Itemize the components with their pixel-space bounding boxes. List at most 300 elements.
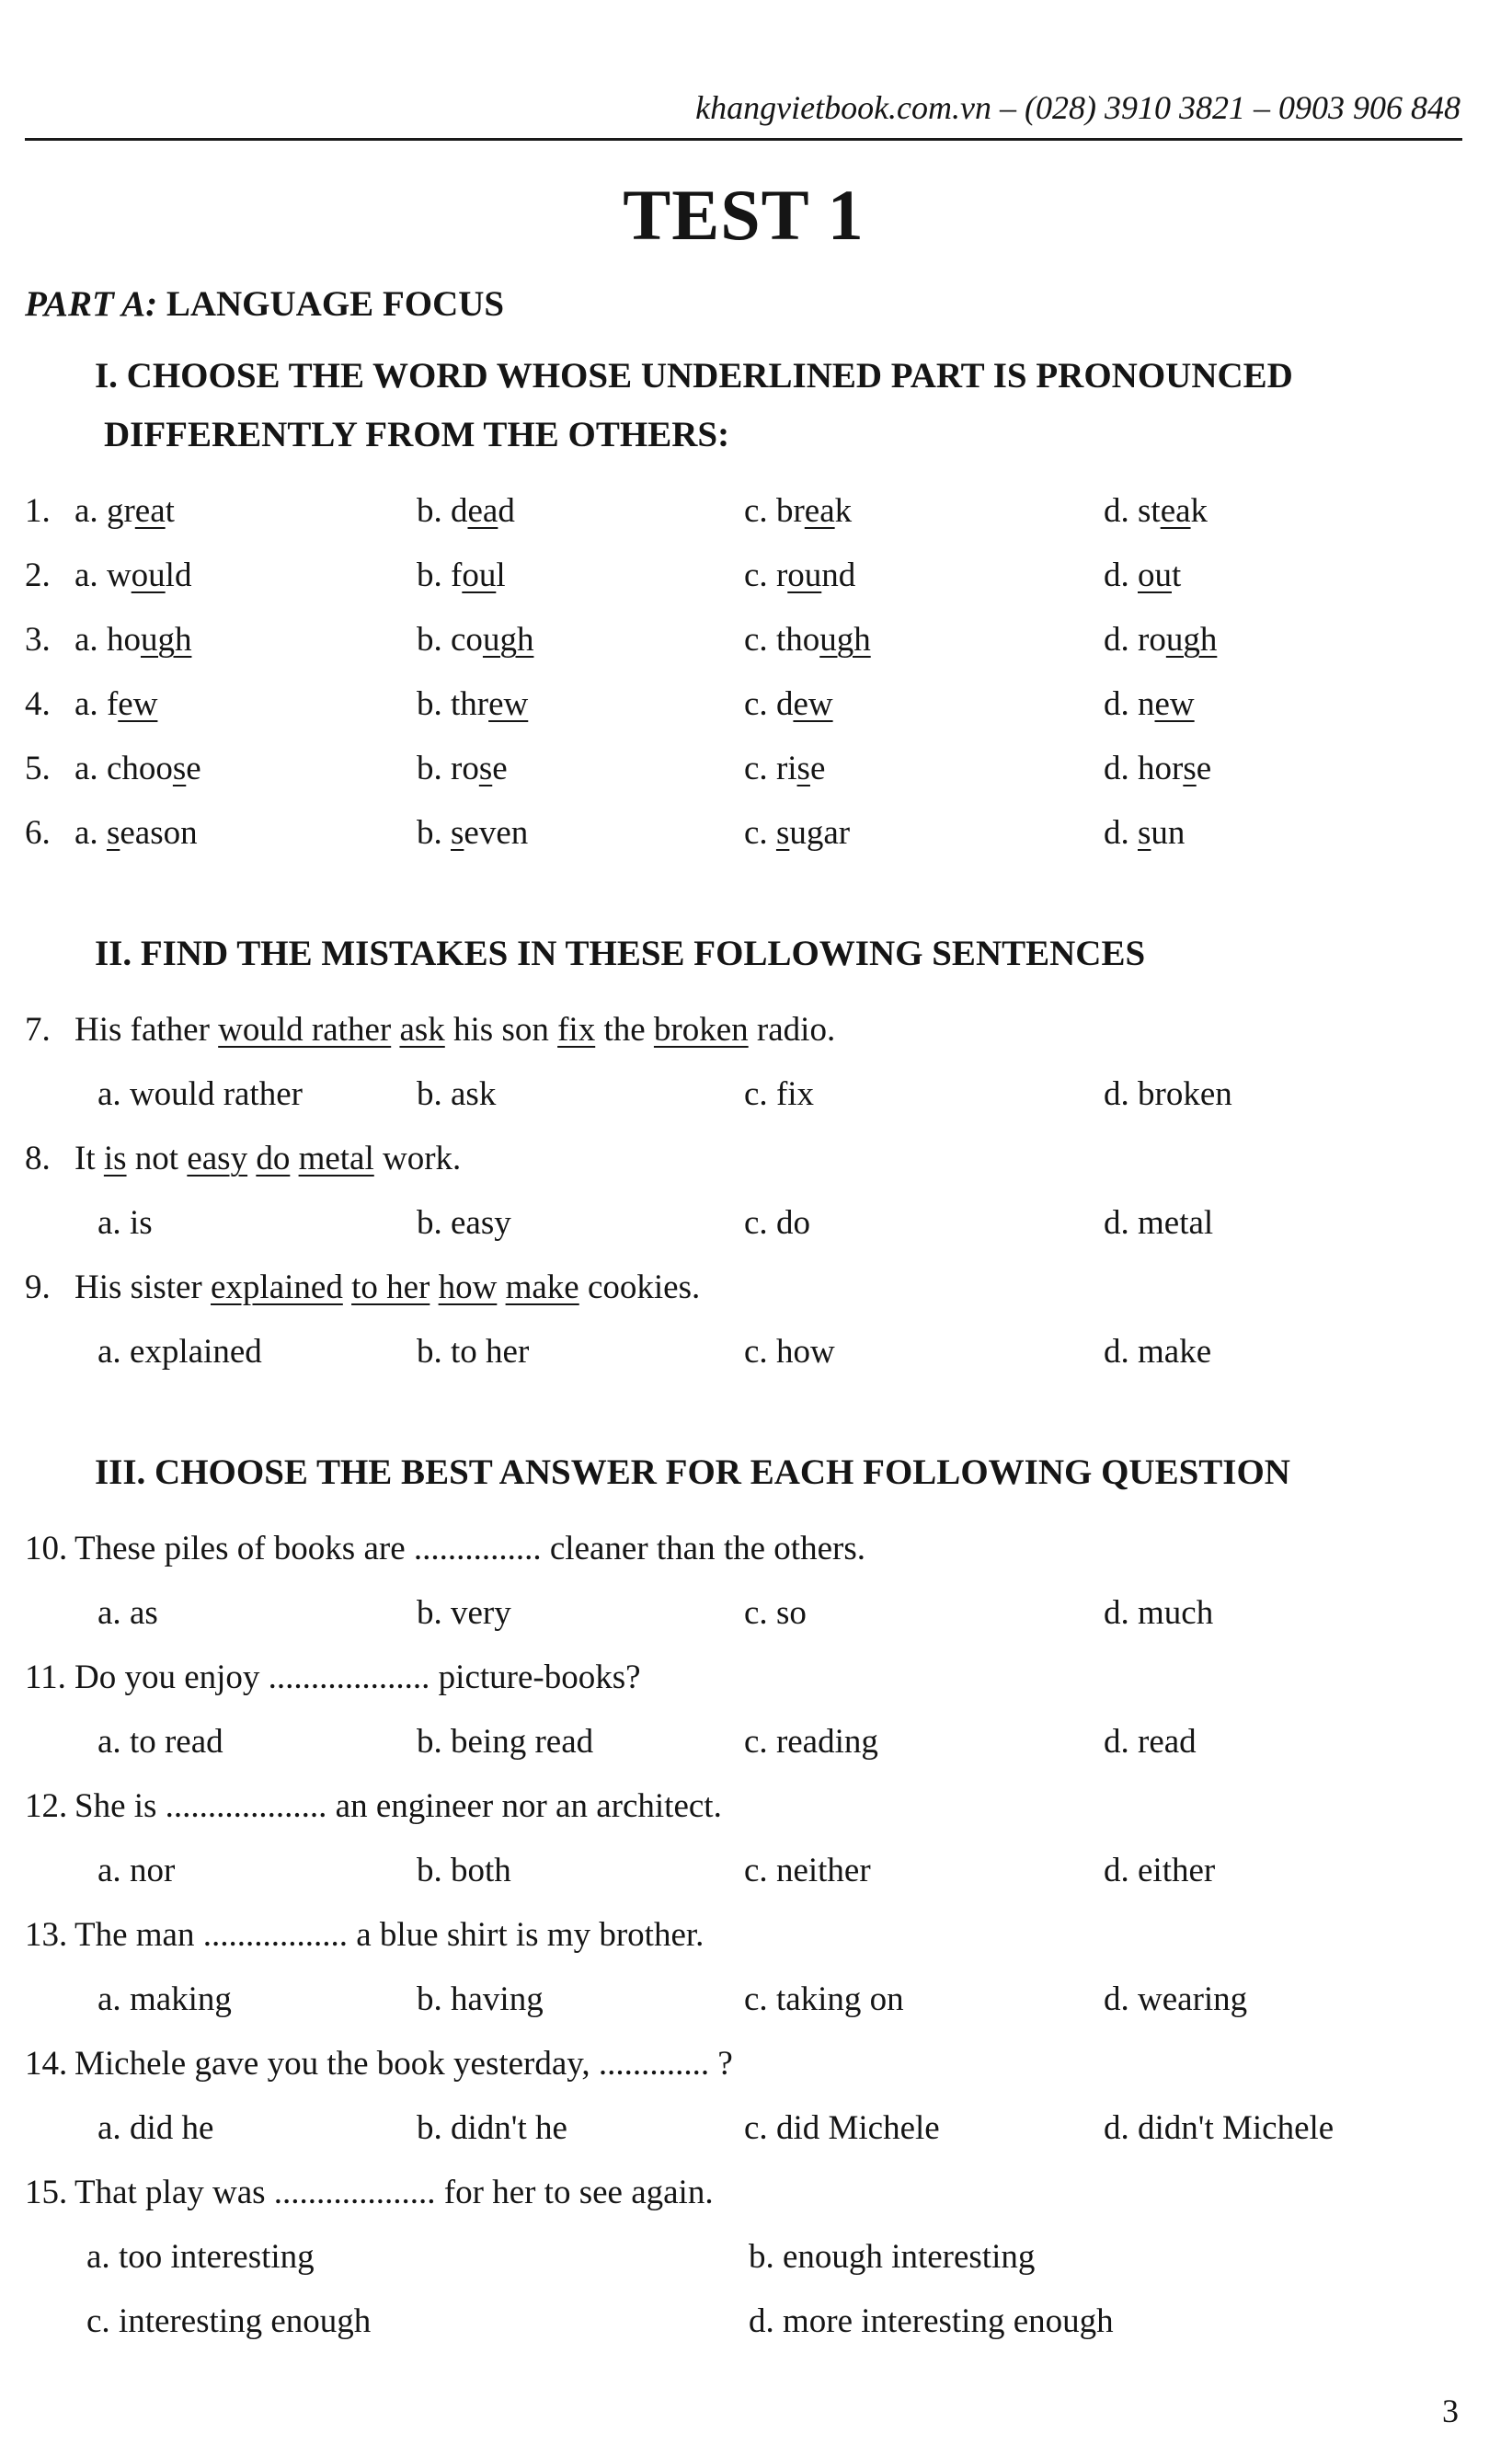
question-text <box>25 1517 1462 1581</box>
answer-option <box>744 1062 1104 1127</box>
answer-option <box>744 544 1104 608</box>
mistake-sentence <box>25 998 1462 1062</box>
option-text: fix <box>775 1075 815 1113</box>
text-segment: thr <box>451 685 489 723</box>
answer-option <box>1104 1968 1462 2032</box>
text-segment: co <box>451 621 483 659</box>
option-text: easy <box>451 1204 511 1242</box>
option-label: d. <box>1104 1852 1138 1889</box>
answer-option <box>749 2225 1462 2290</box>
text-segment: ho <box>106 621 141 659</box>
option-text: reading <box>775 1723 878 1761</box>
option-label: c. <box>744 750 776 787</box>
option-text: do <box>775 1204 810 1242</box>
text-segment: It <box>74 1140 104 1177</box>
option-text: much <box>1138 1594 1214 1632</box>
option-text: nor <box>129 1852 176 1889</box>
option-label: a. <box>97 1333 130 1371</box>
underlined-text: s <box>451 814 464 852</box>
question-number: 11. <box>25 1659 66 1696</box>
answer-option <box>1104 1710 1462 1774</box>
option-label: a. <box>97 1980 130 2018</box>
text-segment: ri <box>775 750 797 787</box>
answer-option <box>1104 1839 1462 1903</box>
option-label: c. <box>744 1594 776 1632</box>
text-segment: l <box>496 557 506 594</box>
text-segment <box>497 1268 505 1306</box>
answer-option <box>74 608 417 672</box>
options-row <box>97 1191 1462 1256</box>
option-text: is <box>129 1204 153 1242</box>
underlined-text: explained <box>211 1268 343 1306</box>
answer-option <box>97 1581 417 1646</box>
underlined-text: easy <box>187 1140 248 1177</box>
answer-option <box>97 2096 417 2161</box>
text-segment: r <box>775 557 788 594</box>
question-number: 5. <box>25 750 51 787</box>
option-label: a. <box>97 1204 130 1242</box>
question-body: Michele gave you the book yesterday, ............. ? <box>74 2045 733 2083</box>
option-text: didn't Michele <box>1138 2109 1334 2147</box>
answer-option <box>417 544 744 608</box>
question-number: 4. <box>25 685 51 723</box>
pronunciation-question-row <box>25 801 1462 866</box>
text-segment: ro <box>451 750 479 787</box>
text-segment: e <box>492 750 508 787</box>
mistake-questions <box>25 998 1462 1384</box>
text-segment: ld <box>165 557 192 594</box>
option-label: a. <box>97 1723 130 1761</box>
section-1-heading <box>25 347 1462 465</box>
text-segment: t <box>165 492 175 530</box>
answer-option <box>417 1320 744 1384</box>
text-segment: his son <box>444 1011 558 1049</box>
option-text: making <box>129 1980 232 2018</box>
option-text: taking on <box>775 1980 904 2018</box>
underlined-text: s <box>478 750 493 787</box>
section-1-heading-line-1: I. CHOOSE THE WORD WHOSE UNDERLINED PART IS PRONOUNCED <box>95 356 1293 396</box>
answer-option <box>1104 544 1462 608</box>
answer-option <box>744 2096 1104 2161</box>
answer-option <box>74 479 417 544</box>
question-body: These piles of books are ............... cleaner than the others. <box>74 1530 865 1567</box>
question-number: 8. <box>25 1140 51 1177</box>
option-label: a. <box>74 621 107 659</box>
option-label: b. <box>417 814 451 852</box>
underlined-text: s <box>796 750 810 787</box>
question-body: She is ................... an engineer nor an architect. <box>74 1787 722 1825</box>
option-label: c. <box>744 1075 776 1113</box>
text-segment: un <box>1151 814 1186 852</box>
option-text: either <box>1138 1852 1216 1889</box>
answer-option <box>74 801 417 866</box>
answer-option <box>1104 737 1462 801</box>
answer-option <box>744 672 1104 737</box>
option-label: b. <box>417 1204 451 1242</box>
question-number: 12. <box>25 1787 68 1825</box>
text-segment: choo <box>106 750 173 787</box>
text-segment: k <box>834 492 853 530</box>
option-text: both <box>451 1852 511 1889</box>
option-label: c. <box>744 1980 776 2018</box>
option-text: wearing <box>1138 1980 1248 2018</box>
underlined-text: ea <box>467 492 498 530</box>
answer-option <box>417 801 744 866</box>
page-number: 3 <box>1442 2393 1459 2429</box>
option-text: would rather <box>129 1075 303 1113</box>
option-label: d. <box>749 2302 783 2340</box>
question-body: That play was ................... for her to see again. <box>74 2174 714 2211</box>
option-label: d. <box>1104 750 1138 787</box>
option-label: c. <box>744 814 776 852</box>
options-row <box>97 1839 1462 1903</box>
option-label: b. <box>417 685 451 723</box>
options-row <box>97 1062 1462 1127</box>
answer-option <box>417 1191 744 1256</box>
option-label: b. <box>417 1852 451 1889</box>
underlined-text: broken <box>653 1011 749 1049</box>
option-label: d. <box>1104 1723 1138 1761</box>
underlined-text: make <box>505 1268 579 1306</box>
option-text: as <box>129 1594 158 1632</box>
underlined-text: would rather <box>218 1011 392 1049</box>
option-text: being read <box>451 1723 594 1761</box>
option-label: c. <box>744 1204 776 1242</box>
text-segment: the <box>595 1011 654 1049</box>
text-segment: w <box>106 557 132 594</box>
answer-option <box>1104 672 1462 737</box>
option-label: a. <box>97 2109 130 2147</box>
options-row <box>86 2290 1462 2354</box>
test-title: TEST 1 <box>623 175 865 255</box>
question-text <box>25 2161 1462 2225</box>
options-row <box>97 1968 1462 2032</box>
answer-option <box>1104 479 1462 544</box>
pronunciation-question-row <box>25 608 1462 672</box>
question-text <box>25 2032 1462 2096</box>
answer-option <box>86 2290 749 2354</box>
text-segment: His father <box>74 1011 219 1049</box>
option-text: having <box>451 1980 544 2018</box>
question-number: 13. <box>25 1916 68 1954</box>
option-label: a. <box>74 492 107 530</box>
answer-option <box>417 2096 744 2161</box>
question-number: 1. <box>25 492 51 530</box>
underlined-text: ew <box>488 685 529 723</box>
question-number: 6. <box>25 814 51 852</box>
answer-option <box>97 1062 417 1127</box>
question-number: 10. <box>25 1530 68 1567</box>
option-label: c. <box>744 1852 776 1889</box>
option-label: c. <box>744 557 776 594</box>
option-label: a. <box>97 1075 130 1113</box>
option-text: too interesting <box>118 2238 315 2276</box>
text-segment: n <box>1138 685 1155 723</box>
text-segment: radio. <box>748 1011 836 1049</box>
option-label: b. <box>417 1594 451 1632</box>
option-label: b. <box>417 1980 451 2018</box>
answer-option <box>417 608 744 672</box>
option-label: d. <box>1104 1980 1138 2018</box>
option-label: a. <box>97 1852 130 1889</box>
text-segment <box>430 1268 438 1306</box>
underlined-text: ea <box>1160 492 1191 530</box>
options-row <box>86 2225 1462 2290</box>
underlined-text: ugh <box>819 621 871 659</box>
option-label: a. <box>74 685 107 723</box>
pronunciation-questions <box>25 479 1462 866</box>
underlined-text: s <box>172 750 187 787</box>
answer-option <box>1104 1191 1462 1256</box>
text-segment <box>247 1140 256 1177</box>
underlined-text: ew <box>793 685 833 723</box>
answer-option <box>1104 1320 1462 1384</box>
option-label: c. <box>744 685 776 723</box>
answer-option <box>1104 608 1462 672</box>
answer-option <box>1104 1062 1462 1127</box>
underlined-text: ew <box>1154 685 1195 723</box>
answer-option <box>74 737 417 801</box>
mistake-sentence <box>25 1127 1462 1191</box>
option-text: broken <box>1138 1075 1232 1113</box>
text-segment: k <box>1190 492 1208 530</box>
option-label: d. <box>1104 1204 1138 1242</box>
text-segment: f <box>106 685 119 723</box>
text-segment: e <box>1196 750 1212 787</box>
option-label: c. <box>744 492 776 530</box>
underlined-text: do <box>256 1140 291 1177</box>
text-segment: eason <box>120 814 198 852</box>
option-label: d. <box>1104 557 1138 594</box>
text-segment: e <box>809 750 826 787</box>
underlined-text: s <box>1138 814 1151 852</box>
option-text: enough interesting <box>783 2238 1036 2276</box>
option-label: d. <box>1104 492 1138 530</box>
underlined-text: s <box>1183 750 1197 787</box>
option-text: did Michele <box>775 2109 940 2147</box>
option-label: a. <box>86 2238 119 2276</box>
question-number: 3. <box>25 621 51 659</box>
answer-option <box>744 1191 1104 1256</box>
pronunciation-question-row <box>25 479 1462 544</box>
part-title: LANGUAGE FOCUS <box>157 284 505 324</box>
underlined-text: ask <box>399 1011 445 1049</box>
option-label: d. <box>1104 1075 1138 1113</box>
option-label: a. <box>97 1594 130 1632</box>
option-label: b. <box>417 1723 451 1761</box>
section-3-heading: III. CHOOSE THE BEST ANSWER FOR EACH FOLLOWING QUESTION <box>95 1452 1290 1492</box>
option-text: more interesting enough <box>783 2302 1114 2340</box>
section-2-heading: II. FIND THE MISTAKES IN THESE FOLLOWING SENTENCES <box>95 934 1146 973</box>
options-row <box>97 2096 1462 2161</box>
option-text: to her <box>451 1333 530 1371</box>
underlined-text: ou <box>462 557 497 594</box>
text-segment: gr <box>106 492 135 530</box>
answer-option <box>744 801 1104 866</box>
part-label: PART A: <box>25 284 158 324</box>
underlined-text: ou <box>131 557 166 594</box>
answer-option <box>744 1581 1104 1646</box>
question-text <box>25 1903 1462 1968</box>
answer-option <box>744 479 1104 544</box>
answer-option <box>97 1191 417 1256</box>
option-label: b. <box>417 557 451 594</box>
option-label: d. <box>1104 2109 1138 2147</box>
option-label: b. <box>417 621 451 659</box>
underlined-text: ew <box>118 685 158 723</box>
option-text: to read <box>129 1723 223 1761</box>
options-row <box>97 1320 1462 1384</box>
underlined-text: ou <box>1138 557 1172 594</box>
option-label: b. <box>417 750 451 787</box>
text-segment: d <box>775 685 794 723</box>
option-label: d. <box>1104 1594 1138 1632</box>
answer-option <box>744 1839 1104 1903</box>
option-text: very <box>451 1594 511 1632</box>
option-text: how <box>775 1333 835 1371</box>
underlined-text: ugh <box>482 621 534 659</box>
option-text: ask <box>451 1075 497 1113</box>
underlined-text: ea <box>134 492 166 530</box>
underlined-text: is <box>103 1140 127 1177</box>
underlined-text: ugh <box>140 621 192 659</box>
underlined-text: fix <box>557 1011 596 1049</box>
text-segment: f <box>451 557 463 594</box>
option-label: d. <box>1104 814 1138 852</box>
answer-option <box>749 2290 1462 2354</box>
underlined-text: ea <box>804 492 835 530</box>
option-label: a. <box>74 557 107 594</box>
text-segment: d <box>451 492 468 530</box>
question-text <box>25 1774 1462 1839</box>
text-segment: cookies. <box>578 1268 701 1306</box>
question-text <box>25 1646 1462 1710</box>
underlined-text: s <box>106 814 120 852</box>
option-label: b. <box>417 1075 451 1113</box>
answer-option <box>417 1839 744 1903</box>
option-text: interesting enough <box>118 2302 372 2340</box>
option-label: c. <box>744 2109 776 2147</box>
header-bar <box>25 88 1462 141</box>
answer-option <box>417 1581 744 1646</box>
option-text: metal <box>1138 1204 1214 1242</box>
question-number: 7. <box>25 1011 51 1049</box>
option-text: didn't he <box>451 2109 567 2147</box>
question-number: 2. <box>25 557 51 594</box>
option-label: a. <box>74 750 107 787</box>
answer-option <box>97 1839 417 1903</box>
option-label: b. <box>749 2238 783 2276</box>
option-label: c. <box>744 1723 776 1761</box>
answer-option <box>1104 2096 1462 2161</box>
underlined-text: ugh <box>1165 621 1218 659</box>
underlined-text: metal <box>298 1140 374 1177</box>
question-number: 14. <box>25 2045 68 2083</box>
best-answer-questions <box>25 1517 1462 2354</box>
text-segment: not <box>126 1140 188 1177</box>
answer-option <box>744 1320 1104 1384</box>
option-label: c. <box>744 1333 776 1371</box>
option-label: b. <box>417 2109 451 2147</box>
question-body: The man ................. a blue shirt is my brother. <box>74 1916 704 1954</box>
answer-option <box>97 1710 417 1774</box>
option-text: read <box>1138 1723 1197 1761</box>
option-label: c. <box>744 621 776 659</box>
pronunciation-question-row <box>25 672 1462 737</box>
part-a-heading <box>25 282 1462 327</box>
question-body: Do you enjoy ................... picture-books? <box>74 1659 641 1696</box>
text-segment: ro <box>1138 621 1166 659</box>
question-number: 9. <box>25 1268 51 1306</box>
text-segment: even <box>464 814 529 852</box>
text-segment: d <box>498 492 515 530</box>
answer-option <box>86 2225 749 2290</box>
option-label: c. <box>86 2302 119 2340</box>
pronunciation-question-row <box>25 544 1462 608</box>
option-label: a. <box>74 814 107 852</box>
answer-option <box>74 672 417 737</box>
answer-option <box>744 737 1104 801</box>
underlined-text: ou <box>787 557 822 594</box>
option-label: d. <box>1104 621 1138 659</box>
answer-option <box>1104 801 1462 866</box>
text-segment: nd <box>821 557 856 594</box>
text-segment: His sister <box>74 1268 211 1306</box>
question-number: 15. <box>25 2174 68 2211</box>
answer-option <box>417 1710 744 1774</box>
text-segment: work. <box>373 1140 462 1177</box>
option-text: did he <box>129 2109 214 2147</box>
text-segment: tho <box>775 621 820 659</box>
underlined-text: s <box>775 814 790 852</box>
answer-option <box>417 1062 744 1127</box>
option-text: explained <box>129 1333 262 1371</box>
option-text: make <box>1138 1333 1212 1371</box>
option-label: d. <box>1104 1333 1138 1371</box>
answer-option <box>417 479 744 544</box>
answer-option <box>417 672 744 737</box>
answer-option <box>744 608 1104 672</box>
answer-option <box>417 737 744 801</box>
option-label: d. <box>1104 685 1138 723</box>
option-text: so <box>775 1594 807 1632</box>
answer-option <box>1104 1581 1462 1646</box>
text-segment: br <box>775 492 805 530</box>
text-segment <box>343 1268 351 1306</box>
options-row <box>97 1710 1462 1774</box>
answer-option <box>74 544 417 608</box>
answer-option <box>417 1968 744 2032</box>
option-text: neither <box>775 1852 871 1889</box>
answer-option <box>97 1968 417 2032</box>
mistake-sentence <box>25 1256 1462 1320</box>
text-segment: st <box>1138 492 1161 530</box>
answer-option <box>97 1320 417 1384</box>
answer-option <box>744 1968 1104 2032</box>
text-segment: hor <box>1138 750 1184 787</box>
text-segment: e <box>186 750 201 787</box>
section-1-heading-line-2: DIFFERENTLY FROM THE OTHERS: <box>104 415 730 454</box>
answer-option <box>744 1710 1104 1774</box>
website-contact-line: khangvietbook.com.vn – (028) 3910 3821 – 0903 906 848 <box>695 89 1460 126</box>
text-segment: t <box>1172 557 1182 594</box>
text-segment <box>290 1140 298 1177</box>
option-label: b. <box>417 1333 451 1371</box>
text-segment: ugar <box>789 814 851 852</box>
underlined-text: how <box>438 1268 498 1306</box>
option-label: b. <box>417 492 451 530</box>
options-row <box>97 1581 1462 1646</box>
